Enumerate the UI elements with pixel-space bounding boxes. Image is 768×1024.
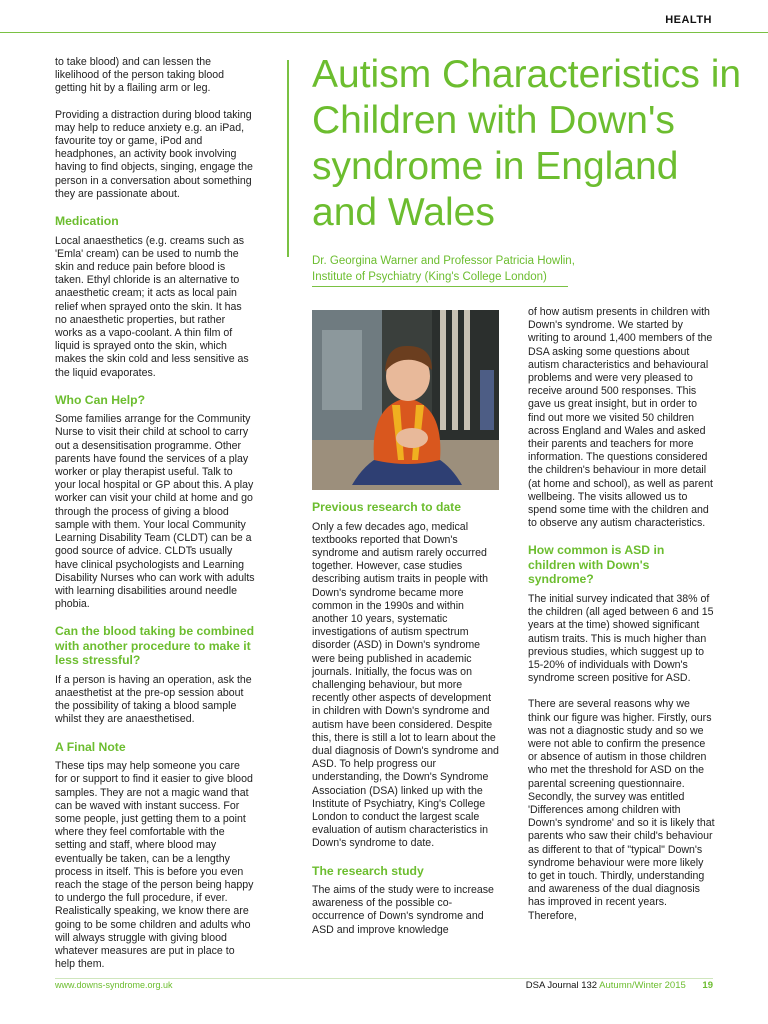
paragraph: There are several reasons why we think our figure was higher. Firstly, ours was not a diagnostic study and so we were not able to confirm the presence or absence of autism in those children who met the threshold for ASD on the parental screening questionnaire. Secondly, the survey was entitled 'Differences among children with Down's syndrome' and so it is likely that parents who saw their child's behaviour as different to that of "typical" Down's syndrome behaviour were more likely to get in touch. Thirdly, understanding and awareness of the dual diagnosis has improved in recent years. Therefore,	[528, 698, 715, 922]
footer-url[interactable]: www.downs-syndrome.org.uk	[55, 980, 173, 990]
authors-underline	[312, 286, 568, 287]
paragraph: The aims of the study were to increase awareness of the possible co-occurrence of Down's syndrome and ASD and improve knowledge	[312, 884, 494, 936]
paragraph: Some families arrange for the Community Nurse to visit their child at school to carry out a desensitisation programme. Other parents have found the services of a play worker or play therapist useful. Talk to your local hospital or GP about this. A play worker can visit your child at home and go through the process of giving a blood sample with them. Your local Community Learning Disability Team (CLDT) can be a good source of advice. CLDTs usually have clinical psychologists and Learning Disability Nurses who can work with adults with learning disabilities around needle phobia.	[55, 413, 255, 611]
paragraph: Only a few decades ago, medical textbooks reported that Down's syndrome and autism rarely occurred together. However, case studies describing autism traits in people with Down's syndrome became more common in the 1990s and within another 10 years, systematic investigations of autism spectrum disorder (ASD) in Down's syndrome were being published in academic journals. Initially, the focus was on challenging behaviour, but more recently other aspects of development in children with Down's syndrome and autism have been considered. Despite this, there is still a lot to learn about the dual diagnosis of Down's syndrome and ASD. To help progress our understanding, the Down's Syndrome Association (DSA) linked up with the Institute of Psychiatry, King's College London to conduct the largest scale evaluation of autism characteristics in Down's syndrome to date.	[312, 520, 499, 850]
combined-procedure-heading: Can the blood taking be combined with another procedure to make it less stressful?	[55, 624, 255, 668]
paragraph: These tips may help someone you care for or support to find it easier to give blood samples. They are not a magic wand that can be waved with instant success. For some people, just getting them to a point where they feel comfortable with the setting and staff, where blood may eventually be taken, can be a lengthy process in itself. This is before you even reach the stage of the person being happy to undergo the full procedure, if ever. Realistically speaking, we know there are going to be some children and adults who will always struggle with giving blood whatever measures are put in place to help them.	[55, 760, 254, 971]
right-column	[528, 306, 715, 936]
top-divider	[0, 32, 768, 33]
footer-divider	[55, 978, 713, 979]
article-photo	[312, 310, 499, 490]
journal-name: DSA Journal 132	[525, 980, 598, 991]
authors-line-2: Institute of Psychiatry (King's College London)	[312, 271, 547, 283]
left-column	[55, 56, 255, 984]
medication-heading: Medication	[55, 214, 119, 229]
title-accent-bar	[287, 60, 289, 257]
paragraph: If a person is having an operation, ask the anaesthetist at the pre-op session about the possibility of taking a blood sample whilst they are anaesthetised.	[55, 673, 252, 726]
paragraph: Providing a distraction during blood taking may help to reduce anxiety e.g. an iPad, favourite toy or game, iPod and headphones, an activity book involving having to find objects, singing, engage the person in a conversation about something they are passionate about.	[55, 108, 253, 200]
paragraph: of how autism presents in children with Down's syndrome. We started by writing to around 1,400 members of the DSA asking some questions about autism characteristics and behavioural problems and were very pleased to receive around 500 responses. This gave us great insight, but in order to find out more we visited 50 children across England and Wales and asked their parents and teachers for more information. The questions considered the children's behaviour in more detail (at home and school), as well as parent wellbeing. The visits allowed us to spend some time with the children and to observe any autism characteristics.	[528, 306, 713, 530]
who-can-help-heading: Who Can Help?	[55, 392, 146, 407]
how-common-heading: How common is ASD in children with Down's syndrome?	[528, 543, 665, 587]
previous-research-heading: Previous research to date	[312, 500, 462, 514]
final-note-heading: A Final Note	[55, 739, 126, 754]
section-tag: HEALTH	[665, 14, 712, 26]
article-title: Autism Characteristics in Children with Down's syndrome in England and Wales	[312, 53, 742, 234]
page-number: 19	[702, 980, 713, 991]
authors-line-1: Dr. Georgina Warner and Professor Patricia Howlin,	[312, 255, 575, 267]
research-study-heading: The research study	[312, 863, 424, 878]
paragraph: Local anaesthetics (e.g. creams such as 'Emla' cream) can be used to numb the skin and reduce pain before blood is taken. Ethyl chloride is an alternative to anaesthetic cream; it acts as local pain relief when sprayed onto the skin. It has no anaesthetic properties, but rather works as a vapo-coolant. A thin film of liquid is sprayed onto the skin, which makes the skin cold and less sensitive as the liquid evaporates.	[55, 234, 249, 379]
article-authors	[312, 253, 612, 285]
paragraph: The initial survey indicated that 38% of the children (all aged between 6 and 15 years at the time) showed significant autism traits. This is much higher than previous studies, which suggest up to 15-20% of individuals with Down's syndrome screen positive for ASD.	[528, 592, 714, 685]
footer-journal-info	[526, 980, 713, 991]
paragraph: to take blood) and can lessen the likelihood of the person taking blood getting hit by a flailing arm or leg.	[55, 56, 225, 95]
middle-column	[312, 500, 499, 950]
journal-season: Autumn/Winter 2015	[599, 980, 686, 991]
